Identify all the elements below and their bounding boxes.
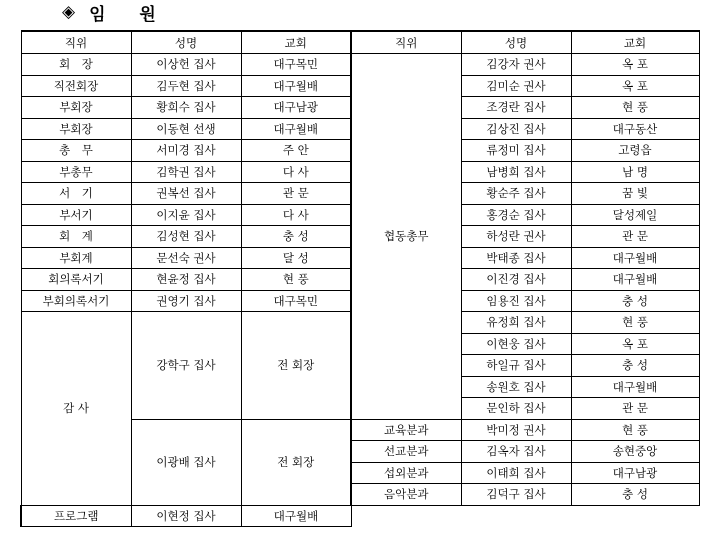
name-cell: 김학권 집사 [131,161,241,183]
name-cell: 이현웅 집사 [461,333,571,355]
auditor-name-cell: 강학구 집사 [131,312,241,420]
church-cell: 관 문 [571,226,699,248]
position-cell: 부회계 [21,247,131,269]
position-cell: 회의록서기 [21,269,131,291]
name-cell: 류정미 집사 [461,140,571,162]
department-position-cell: 프로그램 [21,505,131,527]
name-cell: 김강자 권사 [461,54,571,76]
church-cell: 달 성 [241,247,351,269]
position-cell: 부서기 [21,204,131,226]
department-position-cell: 선교분과 [351,441,461,463]
church-cell: 대구월배 [571,376,699,398]
header-name: 성명 [131,31,241,54]
position-cell: 총 무 [21,140,131,162]
church-cell: 옥 포 [571,54,699,76]
church-cell: 대구월배 [241,505,351,527]
header-row [21,31,699,54]
header-church: 교회 [241,31,351,54]
header-church: 교회 [571,31,699,54]
table-row [21,505,699,527]
church-cell: 옥 포 [571,75,699,97]
position-cell: 직전회장 [21,75,131,97]
name-cell: 황희수 집사 [131,97,241,119]
position-cell: 부총무 [21,161,131,183]
position-cell: 부회장 [21,97,131,119]
name-cell: 문인하 집사 [461,398,571,420]
department-position-cell: 교육분과 [351,419,461,441]
name-cell: 유정희 집사 [461,312,571,334]
name-cell: 권영기 집사 [131,290,241,312]
church-cell: 다 사 [241,161,351,183]
church-cell: 관 문 [571,398,699,420]
auditor-position-cell: 감 사 [21,312,131,506]
name-cell: 이진경 집사 [461,269,571,291]
church-cell: 대구목민 [241,54,351,76]
church-cell: 달성제일 [571,204,699,226]
name-cell: 김미순 권사 [461,75,571,97]
name-cell: 김성현 집사 [131,226,241,248]
name-cell: 현윤정 집사 [131,269,241,291]
name-cell: 조경란 집사 [461,97,571,119]
auditor-church-cell: 전 회장 [241,419,351,505]
department-position-cell: 음악분과 [351,484,461,506]
name-cell: 권복선 집사 [131,183,241,205]
officers-table [20,30,700,527]
table-row [21,54,699,76]
name-cell: 임용진 집사 [461,290,571,312]
name-cell: 이지윤 집사 [131,204,241,226]
header-name: 성명 [461,31,571,54]
church-cell: 충 성 [571,355,699,377]
church-cell: 현 풍 [571,312,699,334]
section-heading [62,0,170,24]
diamond-bullet-icon: ◈ [62,2,76,22]
church-cell: 충 성 [571,290,699,312]
name-cell: 박미정 권사 [461,419,571,441]
position-cell: 서 기 [21,183,131,205]
church-cell: 대구남광 [241,97,351,119]
name-cell: 이태희 집사 [461,462,571,484]
church-cell: 옥 포 [571,333,699,355]
name-cell: 서미경 집사 [131,140,241,162]
name-cell: 황순주 집사 [461,183,571,205]
church-cell: 고령읍 [571,140,699,162]
name-cell: 박태종 집사 [461,247,571,269]
church-cell: 현 풍 [241,269,351,291]
church-cell: 꿈 빛 [571,183,699,205]
church-cell: 대구목민 [241,290,351,312]
name-cell: 김덕구 집사 [461,484,571,506]
church-cell: 충 성 [571,484,699,506]
church-cell: 현 풍 [571,419,699,441]
header-position: 직위 [351,31,461,54]
name-cell: 김상진 집사 [461,118,571,140]
church-cell: 다 사 [241,204,351,226]
church-cell: 대구월배 [241,118,351,140]
name-cell: 하일규 집사 [461,355,571,377]
name-cell: 김옥자 집사 [461,441,571,463]
header-position: 직위 [21,31,131,54]
name-cell: 김두현 집사 [131,75,241,97]
position-cell: 회 계 [21,226,131,248]
name-cell: 문선숙 권사 [131,247,241,269]
name-cell: 송원호 집사 [461,376,571,398]
auditor-name-cell: 이광배 집사 [131,419,241,505]
position-cell: 회 장 [21,54,131,76]
section-title: 임 원 [89,4,170,25]
name-cell: 남병희 집사 [461,161,571,183]
church-cell: 남 명 [571,161,699,183]
position-cell: 부회의록서기 [21,290,131,312]
auditor-church-cell: 전 회장 [241,312,351,420]
church-cell: 대구월배 [241,75,351,97]
name-cell: 이현정 집사 [131,505,241,527]
church-cell: 대구남광 [571,462,699,484]
church-cell: 관 문 [241,183,351,205]
church-cell: 송현중앙 [571,441,699,463]
cooperative-position-cell: 협동총무 [351,54,461,420]
name-cell: 이상헌 집사 [131,54,241,76]
name-cell: 하성란 권사 [461,226,571,248]
church-cell: 현 풍 [571,97,699,119]
church-cell: 대구월배 [571,269,699,291]
department-position-cell: 섭외분과 [351,462,461,484]
church-cell: 충 성 [241,226,351,248]
church-cell: 대구동산 [571,118,699,140]
name-cell: 이동현 선생 [131,118,241,140]
church-cell: 대구월배 [571,247,699,269]
name-cell: 홍경순 집사 [461,204,571,226]
position-cell: 부회장 [21,118,131,140]
church-cell: 주 안 [241,140,351,162]
